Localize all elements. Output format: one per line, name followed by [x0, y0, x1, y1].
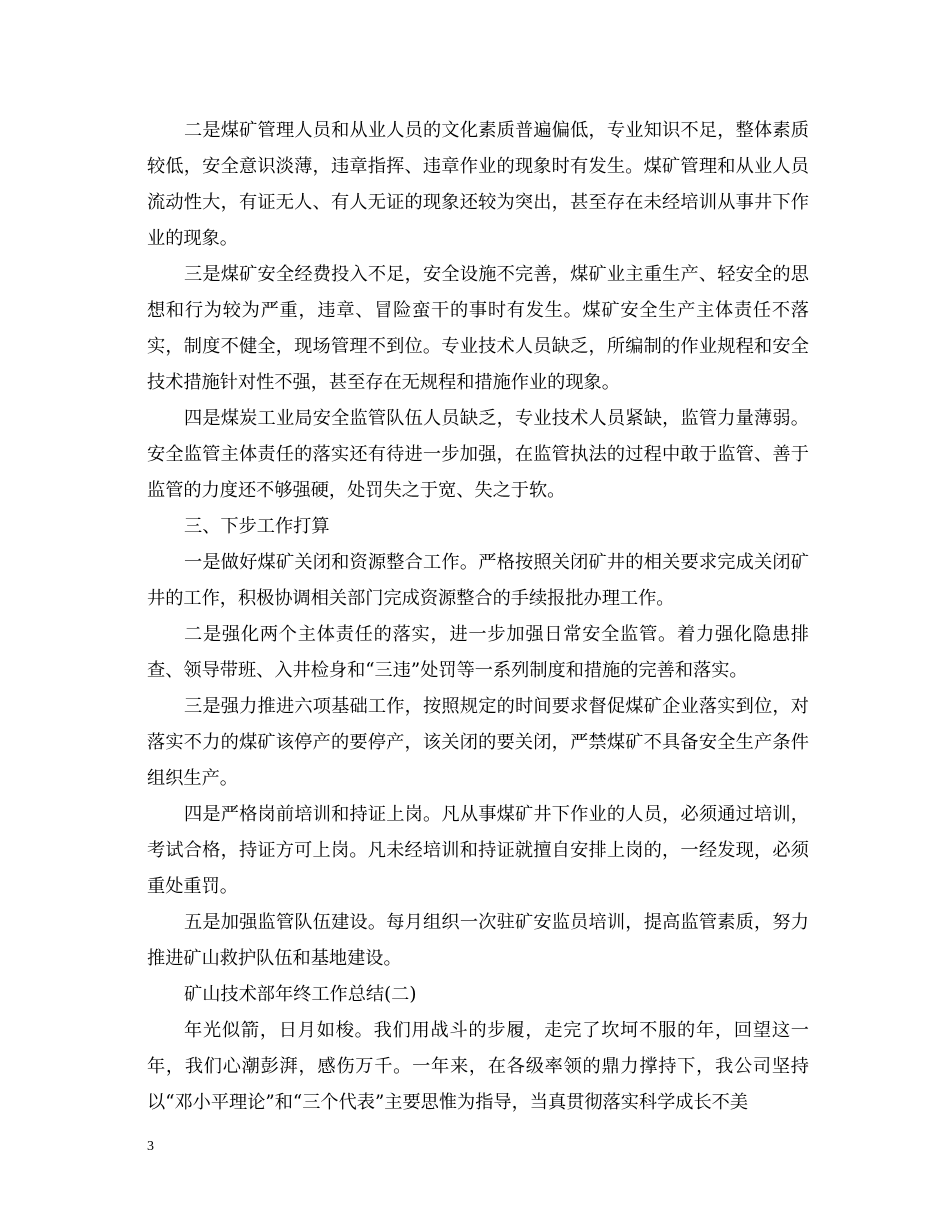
paragraph-training: 四是严格岗前培训和持证上岗。凡从事煤矿井下作业的人员，必须通过培训，考试合格，持证方可上岗。凡未经培训和持证就擅自安排上岗的，一经发现，必须重处重罚。	[147, 804, 809, 897]
paragraph-management-personnel: 二是煤矿管理人员和从业人员的文化素质普遍偏低，专业知识不足，整体素质较低，安全意识淡薄，违章指挥、违章作业的现象时有发生。煤矿管理和从业人员流动性大，有证无人、有人无证的现象还较为突出，甚至存在未经培训从事井下作业的现象。	[147, 120, 809, 249]
paragraph-team-building: 五是加强监管队伍建设。每月组织一次驻矿安监员培训，提高监管素质，努力推进矿山救护队伍和基地建设。	[147, 912, 809, 969]
section-heading-summary-two: 矿山技术部年终工作总结(二)	[184, 984, 417, 1005]
paragraph-responsibility: 二是强化两个主体责任的落实，进一步加强日常安全监管。着力强化隐患排查、领导带班、入井检身和“三违”处罚等一系列制度和措施的完善和落实。	[147, 624, 809, 681]
paragraph-basic-work: 三是强力推进六项基础工作，按照规定的时间要求督促煤矿企业落实到位，对落实不力的煤矿该停产的要停产，该关闭的要关闭，严禁煤矿不具备安全生产条件组织生产。	[147, 696, 809, 789]
section-heading-next-steps: 三、下步工作打算	[184, 516, 330, 537]
paragraph-supervision-team: 四是煤炭工业局安全监管队伍人员缺乏，专业技术人员紧缺，监管力量薄弱。安全监管主体责任的落实还有待进一步加强，在监管执法的过程中敢于监管、善于监管的力度还不够强硬，处罚失之于宽、失之于软。	[147, 408, 809, 501]
paragraph-safety-funding: 三是煤矿安全经费投入不足，安全设施不完善，煤矿业主重生产、轻安全的思想和行为较为严重，违章、冒险蛮干的事时有发生。煤矿安全生产主体责任不落实，制度不健全，现场管理不到位。专业技术人员缺乏，所编制的作业规程和安全技术措施针对性不强，甚至存在无规程和措施作业的现象。	[147, 264, 809, 393]
page-number: 3	[147, 1139, 154, 1154]
document-body	[147, 113, 809, 1121]
paragraph-year-review: 年光似箭，日月如梭。我们用战斗的步履，走完了坎坷不服的年，回望这一年，我们心潮彭湃，感伤万千。一年来，在各级率领的鼎力撑持下，我公司坚持以“邓小平理论”和“三个代表”主要思惟为指导，当真贯彻落实科学成长不美	[147, 1020, 809, 1113]
paragraph-mine-closure: 一是做好煤矿关闭和资源整合工作。严格按照关闭矿井的相关要求完成关闭矿井的工作，积极协调相关部门完成资源整合的手续报批办理工作。	[147, 552, 809, 609]
